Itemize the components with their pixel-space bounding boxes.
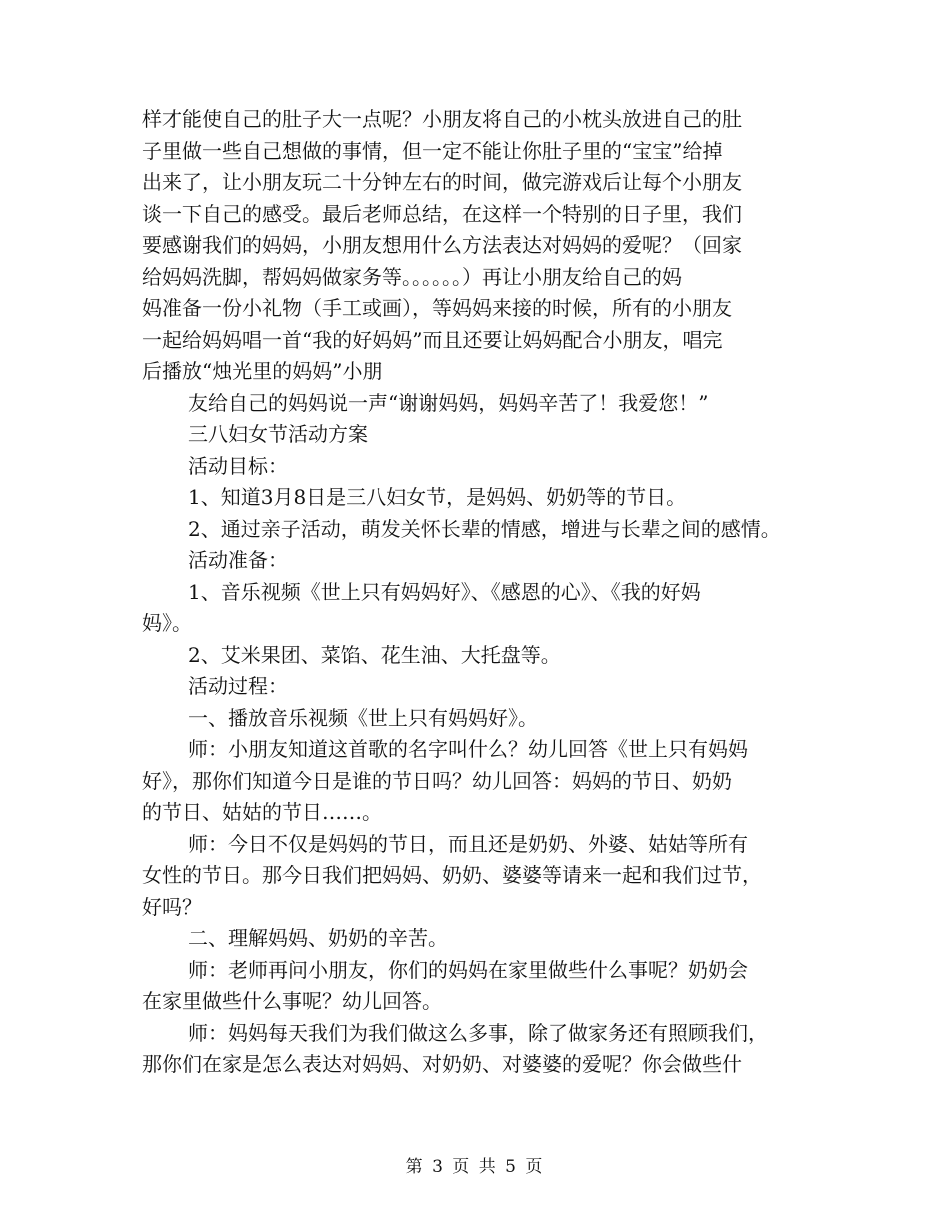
text-line: 2、艾米果团、菜馅、花生油、大托盘等。 [188,642,561,667]
text-line: 妈准备一份小礼物（手工或画），等妈妈来接的时候，所有的小朋友 [142,296,732,320]
text-line: 2、通过亲子活动，萌发关怀长辈的情感，增进与长辈之间的感情。 [188,516,781,541]
text-line: 师：小朋友知道这首歌的名字叫什么？幼儿回答《世上只有妈妈 [188,737,748,761]
text-line: 一、播放音乐视频《世上只有妈妈好》。 [188,705,538,730]
text-line: 1、音乐视频《世上只有妈妈好》、《感恩的心》、《我的好妈 [188,579,701,604]
text-line: 师：妈妈每天我们为我们做这么多事，除了做家务还有照顾我们， [188,1020,768,1045]
text-line: 师：今日不仅是妈妈的节日，而且还是奶奶、外婆、姑姑等所有 [188,831,748,856]
page-footer: 第 3 页 共 5 页 [405,1157,545,1177]
text-line: 出来了，让小朋友玩二十分钟左右的时间，做完游戏后让每个小朋友 [142,170,742,194]
text-line: 1、知道3月8日是三八妇女节，是妈妈、奶奶等的节日。 [188,485,687,509]
text-line: 样才能使自己的肚子大一点呢？小朋友将自己的小枕头放进自己的肚 [142,107,742,131]
text-line: 三八妇女节活动方案 [188,422,368,446]
text-line: 的节日、姑姑的节日……。 [142,800,382,824]
text-line: 友给自己的妈妈说一声“谢谢妈妈，妈妈辛苦了！我爱您！” [188,390,709,415]
text-line: 后播放“烛光里的妈妈”小朋 [142,359,383,383]
text-line: 二、理解妈妈、奶奶的辛苦。 [188,926,448,950]
text-line: 给妈妈洗脚，帮妈妈做家务等。。。。。。）再让小朋友给自己的妈 [142,264,682,289]
text-line: 谈一下自己的感受。最后老师总结，在这样一个特别的日子里，我们 [142,201,742,226]
text-line: 师：老师再问小朋友，你们的妈妈在家里做些什么事呢？奶奶会 [188,957,748,982]
text-line: 女性的节日。那今日我们把妈妈、奶奶、婆婆等请来一起和我们过节， [142,863,762,887]
text-line: 好》，那你们知道今日是谁的节日吗？幼儿回答：妈妈的节日、奶奶 [142,768,732,793]
text-line: 好吗？ [142,894,202,919]
text-line: 妈》。 [142,611,192,635]
text-line: 活动准备： [188,548,288,572]
text-line: 在家里做些什么事呢？幼儿回答。 [142,989,442,1013]
text-line: 那你们在家是怎么表达对妈妈、对奶奶、对婆婆的爱呢？你会做些什 [142,1052,742,1076]
text-line: 活动目标： [188,453,288,478]
document-body [142,104,822,1081]
text-line: 子里做一些自己想做的事情，但一定不能让你肚子里的“宝宝”给掉 [142,138,723,163]
text-line: 要感谢我们的妈妈，小朋友想用什么方法表达对妈妈的爱呢？（回家 [142,233,742,257]
text-line: 活动过程： [188,674,288,698]
text-line: 一起给妈妈唱一首“我的好妈妈”而且还要让妈妈配合小朋友，唱完 [142,327,723,352]
